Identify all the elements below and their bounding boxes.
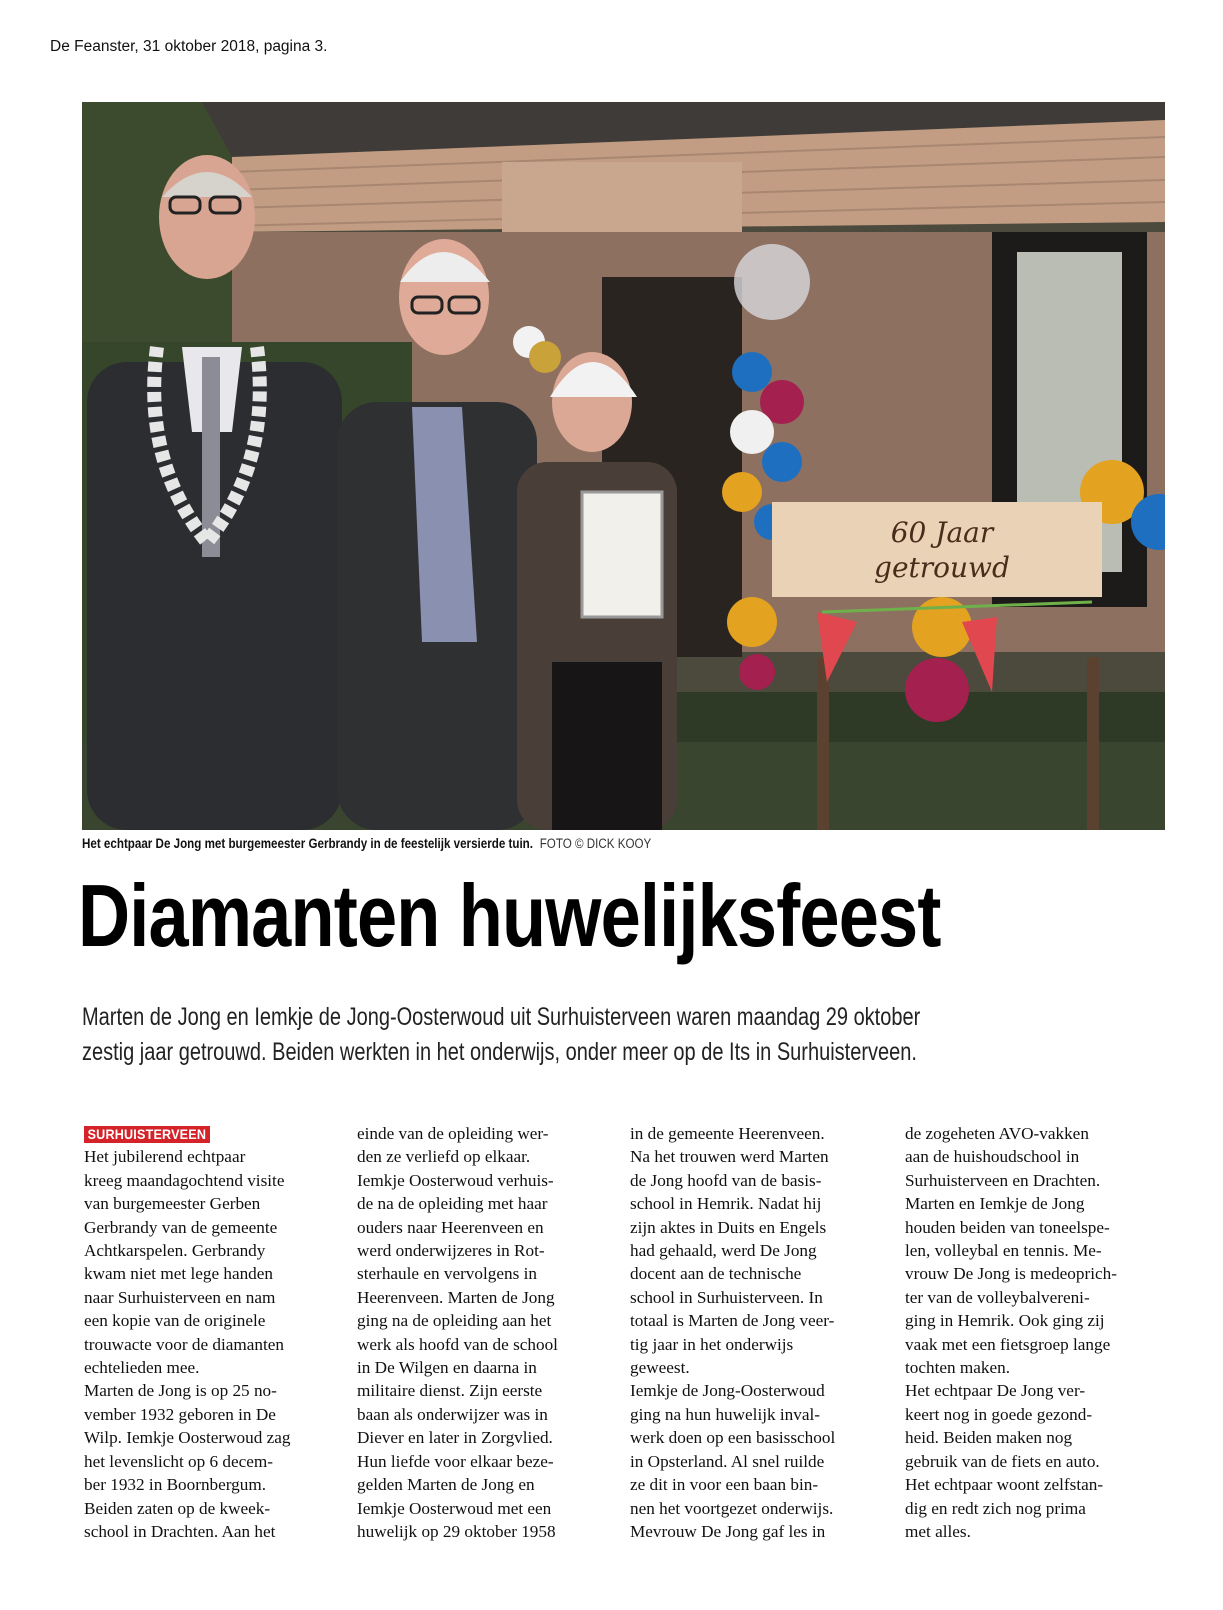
balloon — [732, 352, 772, 392]
article-line: Surhuisterveen en Drachten. — [905, 1170, 1101, 1190]
article-line: vaak met een fietsgroep lange — [905, 1334, 1111, 1354]
article-line: in Opsterland. Al snel ruilde — [630, 1451, 825, 1471]
balloon — [722, 472, 762, 512]
article-line: ouders naar Heerenveen en — [357, 1217, 544, 1237]
article-line: had gehaald, werd De Jong — [630, 1241, 817, 1261]
marriage-certificate — [582, 492, 662, 617]
article-line: tochten maken. — [905, 1358, 1010, 1378]
balloon — [529, 341, 561, 373]
article-line: Heerenveen. Marten de Jong — [357, 1287, 555, 1307]
photo-caption — [82, 836, 1013, 851]
article-line: de na de opleiding met haar — [357, 1194, 548, 1214]
article-line: huwelijk op 29 oktober 1958 — [357, 1521, 556, 1541]
balloon — [730, 410, 774, 454]
sign-post-left — [817, 657, 829, 830]
iemkje-skirt — [552, 662, 662, 830]
article-line: naar Surhuisterveen en nam — [84, 1287, 276, 1307]
article-line: Wilp. Iemkje Oosterwoud zag — [84, 1428, 291, 1448]
headline: Diamanten huwelijksfeest — [78, 866, 941, 965]
photo-illustration — [82, 102, 1165, 830]
article-line: nen het voortgezet onderwijs. — [630, 1498, 834, 1518]
sign-post-right — [1087, 657, 1099, 830]
article-line: heid. Beiden maken nog — [905, 1428, 1073, 1448]
article-line: len, volleybal en tennis. Me- — [905, 1241, 1102, 1261]
article-line: van burgemeester Gerben — [84, 1194, 261, 1214]
article-line: Marten en Iemkje de Jong — [905, 1194, 1085, 1214]
article-line: Iemkje de Jong-Oosterwoud — [630, 1381, 825, 1401]
article-column-1 — [84, 1122, 324, 1543]
article-line: den ze verliefd op elkaar. — [357, 1147, 531, 1167]
article-line: Na het trouwen werd Marten — [630, 1147, 829, 1167]
article-line: Het jubilerend echtpaar — [84, 1147, 246, 1167]
article-line: ging na hun huwelijk inval- — [630, 1404, 820, 1424]
article-line: school in Surhuisterveen. In — [630, 1287, 823, 1307]
article-column-4 — [905, 1122, 1145, 1543]
article-line: werd onderwijzeres in Rot- — [357, 1241, 545, 1261]
article-line: vrouw De Jong is medeoprich- — [905, 1264, 1117, 1284]
article-line: gebruik van de fiets en auto. — [905, 1451, 1100, 1471]
article-line: ging in Hemrik. Ook ging zij — [905, 1311, 1105, 1331]
lead-line: Marten de Jong en Iemkje de Jong-Oosterwoud uit Surhuisterveen waren maandag 29 oktober — [82, 1003, 921, 1031]
article-line: docent aan de technische — [630, 1264, 802, 1284]
article-line: Iemkje Oosterwoud met een — [357, 1498, 552, 1518]
article-line: kreeg maandagochtend visite — [84, 1170, 285, 1190]
article-line: geweest. — [630, 1358, 690, 1378]
article-line: ging na de opleiding aan het — [357, 1311, 552, 1331]
article-line: het levenslicht op 6 decem- — [84, 1451, 273, 1471]
dateline-kicker: SURHUISTERVEEN — [84, 1126, 210, 1143]
article-line: een kopie van de originele — [84, 1311, 266, 1331]
article-line: in De Wilgen en daarna in — [357, 1358, 537, 1378]
article-column-2 — [357, 1122, 597, 1543]
article-line: Mevrouw De Jong gaf les in — [630, 1521, 826, 1541]
balloon — [905, 658, 969, 722]
article-line: in de gemeente Heerenveen. — [630, 1124, 825, 1143]
article-line: kwam niet met lege handen — [84, 1264, 273, 1284]
article-line: sterhaule en vervolgens in — [357, 1264, 537, 1284]
article-line: Marten de Jong is op 25 no- — [84, 1381, 277, 1401]
article-line: vember 1932 geboren in De — [84, 1404, 276, 1424]
article-line: Hun liefde voor elkaar beze- — [357, 1451, 554, 1471]
lead-paragraph — [82, 1000, 1106, 1070]
porch-overhang — [502, 162, 742, 237]
article-line: ze dit in voor een baan bin- — [630, 1475, 819, 1495]
article-line: Het echtpaar De Jong ver- — [905, 1381, 1086, 1401]
article-line: Gerbrandy van de gemeente — [84, 1217, 278, 1237]
article-line: houden beiden van toneelspe- — [905, 1217, 1110, 1237]
article-line: militaire dienst. Zijn eerste — [357, 1381, 543, 1401]
article-line: Het echtpaar woont zelfstan- — [905, 1475, 1104, 1495]
article-line: echtelieden mee. — [84, 1358, 200, 1378]
balloon — [762, 442, 802, 482]
article-line: dig en redt zich nog prima — [905, 1498, 1086, 1518]
article-line: zijn aktes in Duits en Engels — [630, 1217, 827, 1237]
article-line: totaal is Marten de Jong veer- — [630, 1311, 835, 1331]
sign-text-line1: 60 Jaar — [890, 516, 994, 549]
article-line: ber 1932 in Boornbergum. — [84, 1475, 267, 1495]
article-line: de Jong hoofd van de basis- — [630, 1170, 822, 1190]
lead-line: zestig jaar getrouwd. Beiden werkten in het onderwijs, onder meer op de Its in Surhuisterveen. — [82, 1038, 917, 1066]
balloon — [727, 597, 777, 647]
article-line: baan als onderwijzer was in — [357, 1404, 548, 1424]
article-line: gelden Marten de Jong en — [357, 1475, 535, 1495]
article-line: school in Hemrik. Nadat hij — [630, 1194, 822, 1214]
article-line: werk als hoofd van de school — [357, 1334, 558, 1354]
balloon — [734, 244, 810, 320]
balloon — [739, 654, 775, 690]
article-line: keert nog in goede gezond- — [905, 1404, 1093, 1424]
article-line: werk doen op een basisschool — [630, 1428, 836, 1448]
article-line: Diever en later in Zorgvlied. — [357, 1428, 553, 1448]
article-line: school in Drachten. Aan het — [84, 1521, 276, 1541]
article-line: ter van de volleybalvereni- — [905, 1287, 1090, 1307]
article-line: einde van de opleiding wer- — [357, 1124, 549, 1143]
article-line: tig jaar in het onderwijs — [630, 1334, 794, 1354]
article-line: trouwacte voor de diamanten — [84, 1334, 284, 1354]
article-line: Achtkarspelen. Gerbrandy — [84, 1241, 266, 1261]
caption-text: Het echtpaar De Jong met burgemeester Gerbrandy in de feestelijk versierde tuin. — [82, 836, 534, 851]
article-photo — [82, 102, 1165, 830]
sign-text-line2: getrouwd — [874, 551, 1010, 584]
source-line: De Feanster, 31 oktober 2018, pagina 3. — [50, 38, 328, 55]
article-body — [82, 1122, 1165, 1562]
article-line: Iemkje Oosterwoud verhuis- — [357, 1170, 554, 1190]
article-line: met alles. — [905, 1521, 971, 1541]
article-line: aan de huishoudschool in — [905, 1147, 1080, 1167]
photo-credit: FOTO © DICK KOOY — [539, 836, 652, 851]
article-line: de zogeheten AVO-vakken — [905, 1124, 1089, 1143]
article-line: Beiden zaten op de kweek- — [84, 1498, 271, 1518]
article-column-3 — [630, 1122, 870, 1543]
